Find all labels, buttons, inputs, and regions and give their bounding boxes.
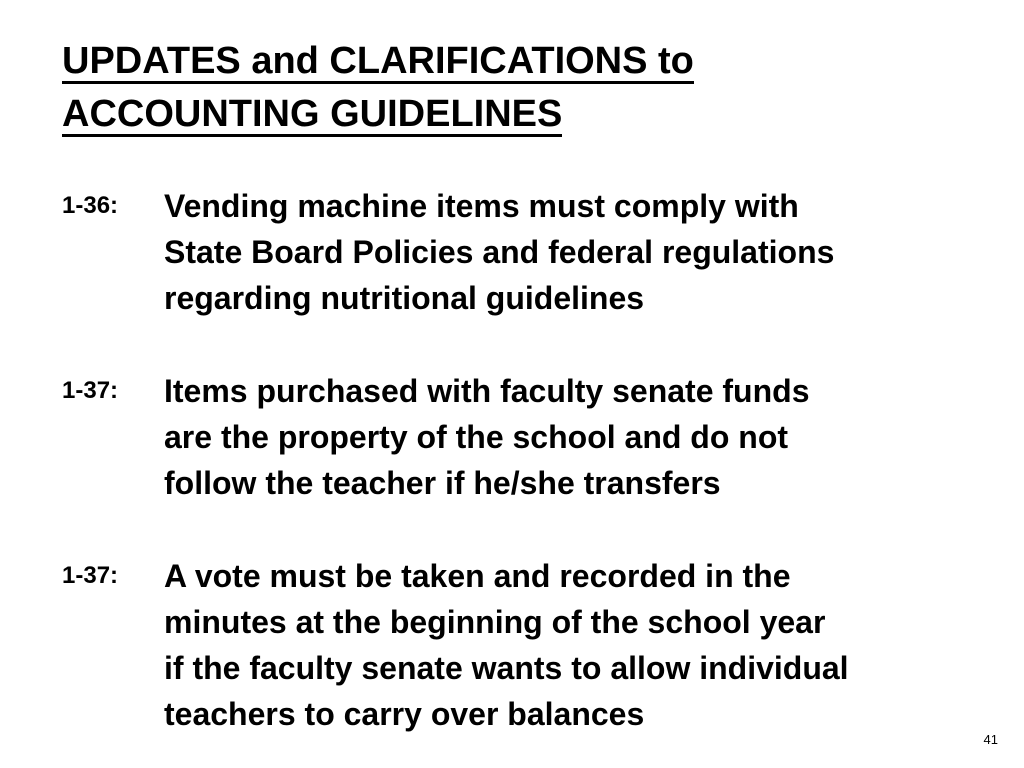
title-line-1: UPDATES and CLARIFICATIONS to: [62, 40, 694, 82]
guideline-text-line: regarding nutritional guidelines: [164, 280, 645, 316]
guideline-number: 1-37:: [62, 377, 119, 404]
slide-title: [62, 38, 962, 144]
title-line-2: ACCOUNTING GUIDELINES: [62, 93, 563, 135]
guideline-text-line: State Board Policies and federal regulations: [164, 234, 835, 270]
guideline-text-line: A vote must be taken and recorded in the: [164, 558, 791, 594]
guideline-number: 1-37:: [62, 562, 119, 589]
guideline-text: [164, 183, 834, 321]
guideline-text: [164, 368, 809, 506]
guideline-text-line: minutes at the beginning of the school year: [164, 604, 826, 640]
guideline-text-line: are the property of the school and do not: [164, 419, 789, 455]
guideline-text-line: if the faculty senate wants to allow individual: [164, 650, 849, 686]
guideline-number: 1-36:: [62, 192, 119, 219]
guideline-text: [164, 553, 849, 737]
guideline-text-line: Items purchased with faculty senate funds: [164, 373, 810, 409]
page-number: 41: [983, 732, 998, 747]
guideline-text-line: teachers to carry over balances: [164, 696, 645, 732]
guideline-text-line: follow the teacher if he/she transfers: [164, 465, 721, 501]
guideline-text-line: Vending machine items must comply with: [164, 188, 799, 224]
